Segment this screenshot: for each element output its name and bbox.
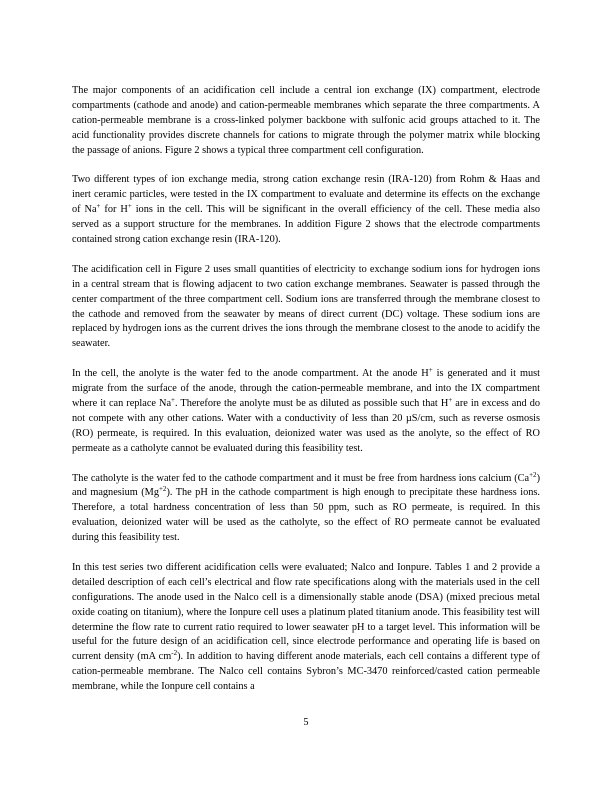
text-run: In this test series two different acidification cells were evaluated; Nalco and Ionpure. Tables 1 and 2 provide a detailed description of each cell’s electrical and flow rate specifications along with the materials used in the cell configurations. The anode used in the Nalco cell is a dimensionally stable anode (DSA) (mixed precious metal oxide coating on titanium), where the Ionpure cell uses a platinum plated titanium anode. This feasibility test will determine the flow rate to current ratio required to lower seawater pH to a target level. This information will be useful for the future design of an acidification cell, since electrode performance and operating life is based on current density (mA cm	[72, 561, 540, 663]
text-run: The major components of an acidification cell include a central ion exchange (IX) compartment, electrode compartments (cathode and anode) and cation-permeable membranes which separate the three compartments. A cation-permeable membrane is a cross-linked polymer backbone with sulfonic acid groups attached to it. The acid functionality provides discrete channels for cations to migrate through the polymer matrix while blocking the passage of anions. Figure 2 shows a typical three compartment cell configuration.	[72, 85, 540, 156]
text-run: ). The pH in the cathode compartment is high enough to precipitate these hardness ions. Therefore, a total hardness concentration of less than 50 ppm, such as RO permeate, is required. In this evaluation, deionized water will be used as the catholyte, so the effect of RO permeate cannot be evaluated during this feasibility test.	[72, 487, 540, 544]
superscript: +	[127, 202, 132, 211]
paragraph	[72, 367, 540, 456]
body-text	[72, 84, 540, 710]
text-run: Two different types of ion exchange media, strong cation exchange resin (IRA-120) from Rohm & Haas and inert ceramic particles, were tested in the IX compartment to evaluate and determine its effects on the exchange of Na	[72, 174, 540, 216]
text-run: . Therefore the anolyte must be as diluted as possible such that H	[174, 397, 449, 409]
text-run: for H	[100, 204, 128, 216]
superscript: +	[428, 366, 433, 375]
paragraph	[72, 472, 540, 547]
paragraph	[72, 173, 540, 248]
paragraph	[72, 263, 540, 352]
superscript: -2	[171, 649, 178, 658]
superscript: +	[171, 395, 175, 404]
paragraph	[72, 561, 540, 695]
paragraph	[72, 84, 540, 159]
text-run: are in excess and do not compete with any other cations. Water with a conductivity of less than 20 µS/cm, such as reverse osmosis (RO) permeate, is required. In this evaluation, deionized water was used as the anolyte, so the effect of RO permeate as a catholyte cannot be evaluated during this feasibility test.	[72, 397, 541, 454]
superscript: +2	[529, 470, 537, 479]
text-run: The acidification cell in Figure 2 uses small quantities of electricity to exchange sodium ions for hydrogen ions in a central stream that is flowing adjacent to two cation exchange membranes. Seawater is passed through the center compartment of the three compartment cell. Sodium ions are transferred through the membrane closest to the cathode and removed from the seawater by means of direct current (DC) voltage. These sodium ions are replaced by hydrogen ions as the current drives the ions through the membrane closest to the anode to acidify the seawater.	[72, 263, 540, 350]
text-run: ions in the cell. This will be significant in the overall efficiency of the cell. These media also served as a support structure for the membranes. In addition Figure 2 shows that the electrode compartments contained strong cation exchange resin (IRA-120).	[72, 204, 540, 246]
superscript: +	[96, 202, 101, 211]
text-run: ). In addition to having different anode materials, each cell contains a different type of cation-permeable membrane. The Nalco cell contains Sybron’s MC-3470 reinforced/casted cation permeable membrane, while the Ionpure cell contains a	[72, 651, 540, 693]
superscript: +	[448, 395, 453, 404]
text-run: ) and magnesium (Mg	[72, 472, 540, 499]
text-run: is generated and it must migrate from the surface of the anode, through the cation-permeable membrane, and into the IX compartment where it can replace Na	[72, 368, 540, 409]
text-run: The catholyte is the water fed to the cathode compartment and it must be free from hardness ions calcium (Ca	[72, 472, 530, 484]
superscript: +2	[158, 485, 167, 494]
text-run: In the cell, the anolyte is the water fed to the anode compartment. At the anode H	[72, 368, 429, 380]
page-number: 5	[303, 717, 309, 728]
